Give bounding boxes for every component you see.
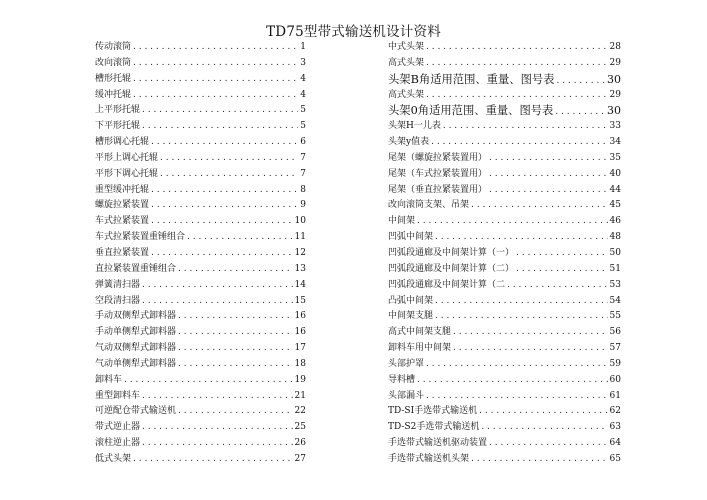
toc-entry-label: 低式头架 <box>95 453 132 464</box>
toc-entry <box>95 134 306 150</box>
toc-entry <box>95 245 306 261</box>
toc-entry <box>95 388 306 404</box>
dot-leader <box>178 343 293 353</box>
toc-entry-page-number: 12 <box>294 247 306 258</box>
dot-leader <box>435 232 608 242</box>
toc-entry-page-number: 25 <box>294 422 306 433</box>
toc-entry <box>95 102 306 118</box>
dot-leader <box>453 327 608 337</box>
dot-leader <box>516 264 608 274</box>
toc-entry <box>388 197 621 213</box>
dot-leader <box>431 137 607 147</box>
toc-entry-label: 螺旋拉紧装置 <box>95 200 150 211</box>
dot-leader <box>142 121 298 131</box>
toc-entry-label: 带式逆止器 <box>95 422 141 433</box>
toc-entry-page-number: 16 <box>294 311 306 322</box>
toc-entry-page-number: 64 <box>609 438 621 449</box>
toc-entry-page-number: 63 <box>609 422 621 433</box>
toc-entry <box>388 213 621 229</box>
toc-entry <box>388 182 621 198</box>
toc-entry <box>388 356 621 372</box>
toc-entry <box>388 308 621 324</box>
toc-entry-page-number: 46 <box>609 216 621 227</box>
toc-entry-label: 车式拉紧装置 <box>95 216 150 227</box>
toc-entry-page-number: 14 <box>294 279 306 290</box>
toc-entry <box>95 166 306 182</box>
dot-leader <box>555 107 605 117</box>
toc-entry-page-number: 26 <box>294 438 306 449</box>
dot-leader <box>453 343 608 353</box>
dot-leader <box>481 422 607 432</box>
dot-leader <box>178 311 293 321</box>
toc-entry-page-number: 6 <box>300 137 306 148</box>
dot-leader <box>142 105 298 115</box>
toc-entry-page-number: 9 <box>300 200 306 211</box>
toc-entry <box>95 277 306 293</box>
dot-leader <box>435 311 608 321</box>
toc-entry <box>95 293 306 309</box>
toc-entry-label: 中间架 <box>388 216 416 227</box>
toc-entry-label: 手动单侧犁式卸料器 <box>95 327 177 338</box>
toc-entry-label: 槽形托辊 <box>95 73 132 84</box>
toc-entry <box>388 451 621 467</box>
toc-entry-label: 高式中间架支腿 <box>388 327 452 338</box>
dot-leader <box>151 137 298 147</box>
toc-entry-label: 重型卸料车 <box>95 390 141 401</box>
toc-entry <box>388 39 621 55</box>
dot-leader <box>151 248 293 258</box>
toc-entry-label: 垂直拉紧装置 <box>95 247 150 258</box>
toc-entry-label: 可逆配仓带式输送机 <box>95 406 177 417</box>
toc-entry <box>95 55 306 71</box>
toc-entry-label: 直拉紧装置重锤组合 <box>95 263 177 274</box>
toc-entry-page-number: 59 <box>609 358 621 369</box>
toc-entry-label: 滚柱逆止器 <box>95 438 141 449</box>
toc-entry <box>95 403 306 419</box>
toc-entry-page-number: 5 <box>300 105 306 116</box>
toc-entry <box>388 229 621 245</box>
toc-entry-label: 空段清扫器 <box>95 295 141 306</box>
toc-entry <box>95 182 306 198</box>
toc-entry-page-number: 22 <box>294 406 306 417</box>
toc-left-column <box>95 39 306 467</box>
dot-leader <box>142 296 293 306</box>
toc-entry <box>95 308 306 324</box>
toc-entry-page-number: 13 <box>294 263 306 274</box>
toc-entry-page-number: 7 <box>300 168 306 179</box>
dot-leader <box>178 359 293 369</box>
toc-entry-label: 下平形托辊 <box>95 121 141 132</box>
toc-entry-label: 凹弧段通廊及中间架计算（二 <box>388 279 506 290</box>
dot-leader <box>507 280 608 290</box>
toc-entry-page-number: 61 <box>609 390 621 401</box>
toc-entry-label: 手动双侧犁式卸料器 <box>95 311 177 322</box>
toc-entry <box>388 419 621 435</box>
dot-leader <box>133 58 298 68</box>
toc-entry-page-number: 35 <box>609 152 621 163</box>
dot-leader <box>178 327 293 337</box>
toc-entry-label: 头部护罩 <box>388 358 425 369</box>
toc-entry-page-number: 30 <box>607 104 621 118</box>
toc-entry-label: 卸料车用中间架 <box>388 343 452 354</box>
toc-entry-page-number: 55 <box>609 311 621 322</box>
toc-entry-label: 气动双侧犁式卸料器 <box>95 343 177 354</box>
dot-leader <box>479 406 607 416</box>
toc-entry-page-number: 53 <box>609 279 621 290</box>
toc-entry <box>95 261 306 277</box>
toc-entry-page-number: 50 <box>609 247 621 258</box>
dot-leader <box>142 438 293 448</box>
toc-entry-label: 改向滚筒 <box>95 57 132 68</box>
toc-entry <box>95 150 306 166</box>
toc-entry <box>95 87 306 103</box>
toc-entry <box>95 71 306 87</box>
toc-entry-page-number: 21 <box>294 390 306 401</box>
toc-entry <box>388 340 621 356</box>
toc-entry-label: 尾架（垂直拉紧装置用） <box>388 184 488 195</box>
toc-entry <box>388 277 621 293</box>
toc-entry-label: 高式头架 <box>388 57 425 68</box>
toc-entry-label: 中间架支腿 <box>388 311 434 322</box>
toc-entry-label: 凸弧中间架 <box>388 295 434 306</box>
toc-entry-page-number: 19 <box>294 374 306 385</box>
toc-entry-page-number: 51 <box>609 263 621 274</box>
toc-entry-label: 中式头架 <box>388 42 425 52</box>
toc-entry-page-number: 3 <box>300 57 306 68</box>
toc-entry-page-number: 10 <box>294 216 306 227</box>
toc-entry <box>95 213 306 229</box>
dot-leader <box>516 248 608 258</box>
toc-entry-page-number: 33 <box>609 121 621 132</box>
toc-entry-page-number: 65 <box>609 453 621 464</box>
toc-entry <box>388 150 621 166</box>
dot-leader <box>489 438 608 448</box>
toc-entry <box>95 229 306 245</box>
dot-leader <box>417 375 608 385</box>
toc-entry-label: 气动单侧犁式卸料器 <box>95 358 177 369</box>
toc-entry-label: 凹弧段通廊及中间架计算（一） <box>388 247 515 258</box>
toc-entry-page-number: 62 <box>609 406 621 417</box>
dot-leader <box>489 153 608 163</box>
toc-entry <box>388 87 621 103</box>
dot-leader <box>426 90 608 100</box>
toc-entry <box>388 388 621 404</box>
toc-entry-label: 凹弧段通廊及中间架计算（二） <box>388 263 515 274</box>
dot-leader <box>124 375 293 385</box>
toc-entry <box>95 340 306 356</box>
toc-entry-page-number: 5 <box>300 121 306 132</box>
toc-entry-label: 凹弧中间架 <box>388 232 434 243</box>
toc-entry-page-number: 16 <box>294 327 306 338</box>
toc-entry-page-number: 29 <box>609 89 621 100</box>
toc-entry-label: 平形上调心托辊 <box>95 152 159 163</box>
toc-entry-page-number: 8 <box>300 184 306 195</box>
toc-entry <box>388 166 621 182</box>
dot-leader <box>426 391 608 401</box>
dot-leader <box>133 42 298 52</box>
toc-entry-label: 弹簧清扫器 <box>95 279 141 290</box>
dot-leader <box>426 42 608 52</box>
toc-entry-label: 导料槽 <box>388 374 416 385</box>
dot-leader <box>489 185 608 195</box>
toc-entry-label: 头架y值表 <box>388 137 430 148</box>
toc-entry-label: 头部漏斗 <box>388 390 425 401</box>
dot-leader <box>489 169 608 179</box>
toc-entry-label: 车式拉紧装置重锤组合 <box>95 232 186 243</box>
toc-entry-page-number: 4 <box>300 73 306 84</box>
toc-entry-page-number: 57 <box>609 343 621 354</box>
toc-entry-page-number: 30 <box>607 72 621 86</box>
dot-leader <box>187 232 293 242</box>
toc-entry-page-number: 29 <box>609 57 621 68</box>
dot-leader <box>151 185 298 195</box>
toc-entry <box>95 435 306 451</box>
toc-entry-label: 卸料车 <box>95 374 123 385</box>
toc-right-column <box>388 39 621 467</box>
toc-entry <box>388 293 621 309</box>
toc-entry <box>95 118 306 134</box>
dot-leader <box>556 76 605 86</box>
toc-entry-page-number: 11 <box>294 232 306 243</box>
toc-entry-page-number: 54 <box>609 295 621 306</box>
toc-entry-page-number: 4 <box>300 89 306 100</box>
toc-entry-page-number: 27 <box>294 453 306 464</box>
toc-entry-label: TD-SI手选带式输送机 <box>388 406 478 417</box>
toc-entry-label: 高式头架 <box>388 89 425 100</box>
toc-entry <box>95 419 306 435</box>
toc-entry-label: 尾架（车式拉紧装置用） <box>388 168 488 179</box>
toc-entry <box>95 451 306 467</box>
dot-leader <box>160 153 298 163</box>
document-title: TD75型带式输送机设计资料 <box>266 24 441 40</box>
toc-entry <box>95 372 306 388</box>
dot-leader <box>417 216 608 226</box>
toc-entry <box>388 324 621 340</box>
toc-entry-page-number: 45 <box>609 200 621 211</box>
dot-leader <box>133 74 298 84</box>
toc-entry-page-number: 34 <box>609 137 621 148</box>
toc-entry-label: 重型缓冲托辊 <box>95 184 150 195</box>
toc-entry-page-number: 44 <box>609 184 621 195</box>
toc-entry-label: 头架B角适用范围、重量、图号表 <box>388 72 555 86</box>
toc-entry-label: 槽形调心托辊 <box>95 137 150 148</box>
toc-entry-label: 上平形托辊 <box>95 105 141 116</box>
toc-entry <box>388 403 621 419</box>
dot-leader <box>133 454 293 464</box>
toc-entry <box>95 356 306 372</box>
toc-entry-label: TD-S2手选带式输送机 <box>388 422 480 433</box>
dot-leader <box>142 422 293 432</box>
toc-entry <box>388 118 621 134</box>
toc-entry-label: 缓冲托辊 <box>95 89 132 100</box>
dot-leader <box>178 406 293 416</box>
toc-entry <box>388 261 621 277</box>
toc-entry <box>388 372 621 388</box>
toc-entry <box>388 435 621 451</box>
toc-entry-page-number: 7 <box>300 152 306 163</box>
toc-entry <box>388 102 621 118</box>
dot-leader <box>178 264 293 274</box>
dot-leader <box>142 391 293 401</box>
toc-entry <box>95 324 306 340</box>
toc-entry-page-number: 1 <box>300 42 306 52</box>
toc-entry-label: 手选带式输送机驱动装置 <box>388 438 488 449</box>
toc-entry <box>388 55 621 71</box>
dot-leader <box>160 169 298 179</box>
toc-entry <box>95 197 306 213</box>
toc-entry <box>388 134 621 150</box>
dot-leader <box>471 454 608 464</box>
toc-entry-page-number: 48 <box>609 232 621 243</box>
dot-leader <box>133 90 298 100</box>
dot-leader <box>443 121 608 131</box>
toc-entry-page-number: 60 <box>609 374 621 385</box>
dot-leader <box>142 280 293 290</box>
toc-entry <box>95 39 306 55</box>
toc-entry-page-number: 28 <box>609 42 621 52</box>
dot-leader <box>471 200 608 210</box>
toc-entry-label: 平形下调心托辊 <box>95 168 159 179</box>
dot-leader <box>151 216 293 226</box>
toc-entry-page-number: 17 <box>294 343 306 354</box>
dot-leader <box>426 359 608 369</box>
dot-leader <box>426 58 608 68</box>
dot-leader <box>435 296 608 306</box>
toc-entry-page-number: 15 <box>294 295 306 306</box>
toc-entry-label: 头架H一儿表 <box>388 121 441 132</box>
toc-entry-label: 头架0角适用范围、重量、图号表 <box>388 104 554 118</box>
dot-leader <box>151 200 298 210</box>
toc-entry-label: 传动滚筒 <box>95 42 132 52</box>
toc-entry-label: 手选带式输送机头架 <box>388 453 470 464</box>
toc-entry-label: 改向滚筒支架、吊架 <box>388 200 470 211</box>
toc-entry-page-number: 56 <box>609 327 621 338</box>
toc-entry-page-number: 40 <box>609 168 621 179</box>
toc-entry <box>388 245 621 261</box>
toc-entry-page-number: 18 <box>294 358 306 369</box>
toc-entry <box>388 71 621 87</box>
toc-entry-label: 尾架（螺旋拉紧装置用） <box>388 152 488 163</box>
